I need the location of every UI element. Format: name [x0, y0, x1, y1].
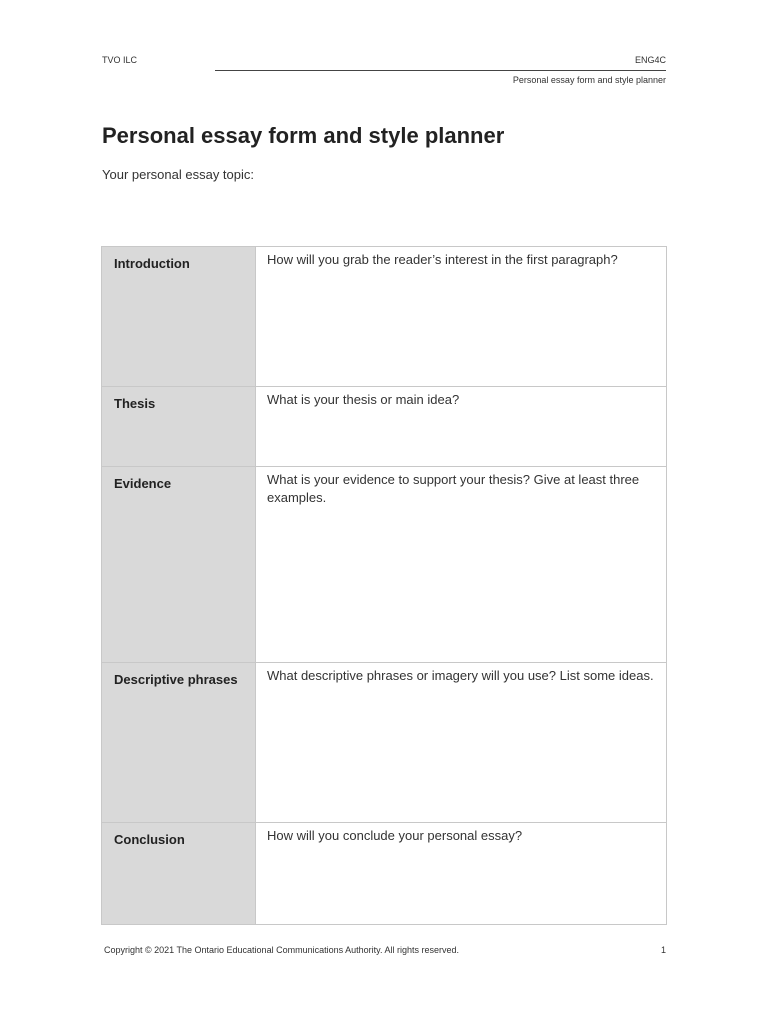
row-label: Thesis	[102, 387, 256, 467]
footer-copyright: Copyright © 2021 The Ontario Educational Communications Authority. All rights reserved.	[104, 945, 459, 955]
row-prompt: What is your evidence to support your thesis? Give at least three examples.	[256, 467, 667, 663]
table-row-thesis	[102, 387, 667, 467]
row-label: Introduction	[102, 247, 256, 387]
row-prompt: How will you conclude your personal essay?	[256, 823, 667, 925]
header-course-code: ENG4C	[634, 55, 666, 65]
row-label: Evidence	[102, 467, 256, 663]
page-number: 1	[660, 945, 666, 955]
row-prompt: How will you grab the reader’s interest in the first paragraph?	[256, 247, 667, 387]
header-divider	[215, 70, 666, 71]
table-row-evidence	[102, 467, 667, 663]
table-row-conclusion	[102, 823, 667, 925]
page-title: Personal essay form and style planner	[102, 123, 505, 148]
planner-table	[101, 246, 667, 925]
table-row-descriptive-phrases	[102, 663, 667, 823]
topic-prompt: Your personal essay topic:	[102, 167, 255, 182]
row-label: Conclusion	[102, 823, 256, 925]
row-prompt: What is your thesis or main idea?	[256, 387, 667, 467]
header-document-title: Personal essay form and style planner	[512, 75, 666, 85]
table-row-introduction	[102, 247, 667, 387]
header-organization: TVO ILC	[102, 55, 138, 65]
row-prompt: What descriptive phrases or imagery will you use? List some ideas.	[256, 663, 667, 823]
row-label: Descriptive phrases	[102, 663, 256, 823]
